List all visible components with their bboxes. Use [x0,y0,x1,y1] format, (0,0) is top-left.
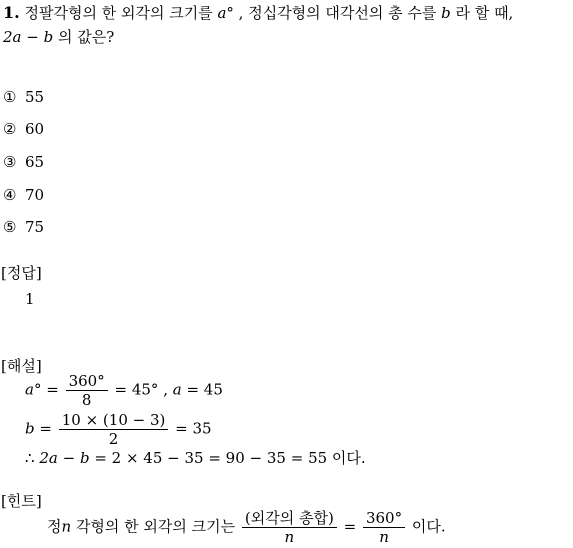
choice-value: 65 [25,153,45,171]
choice-3[interactable] [3,153,44,171]
exp2-rhs: = 35 [175,419,212,438]
therefore-symbol: ∴ [25,449,35,467]
exp3-rest: = 2 × 45 − 35 = 90 − 35 = 55 이다. [89,449,366,467]
hint-line [47,509,446,546]
hint-prefix: 정 [47,517,62,536]
hint-frac1-num: (외각의 총합) [242,509,337,528]
exp2-var-b: b [25,419,35,438]
choice-5[interactable] [3,218,44,236]
question-number: 1. [3,3,20,22]
exp1-deg-eq: ° = [33,380,59,399]
answer-label: [정답] [1,264,42,282]
hint-eq: = [338,517,361,536]
choice-value: 60 [25,120,45,138]
exp3-minus: − [57,449,80,467]
choice-value: 70 [25,186,45,204]
choice-marker: ① [3,88,17,106]
exp1-var-a: a [25,380,34,399]
var-a: a [217,4,227,22]
expr-2a: 2a [3,28,22,46]
hint-frac2-num: 360° [363,509,405,528]
choice-value: 55 [25,88,45,106]
choice-2[interactable] [3,120,44,138]
hint-label: [힌트] [1,492,42,510]
question-text-part3: 라 할 때, [450,4,514,22]
minus-sign: − [21,28,44,46]
explanation-line-2 [25,411,212,448]
explanation-line-1 [25,372,223,409]
choice-marker: ④ [3,186,17,204]
var-b: b [441,4,451,22]
exp3-expr-b: b [79,449,90,467]
hint-fraction-1 [242,509,337,546]
question-text-part2: , 정십각형의 대각선의 총 수를 [233,4,442,22]
choice-marker: ② [3,120,17,138]
explanation-line-3 [25,447,366,468]
exp2-fraction [59,411,169,448]
answer-value: 1 [25,290,35,308]
question-line-2 [3,26,114,47]
exp1-rhs-var: a [172,380,182,399]
exp1-fraction [66,372,108,409]
choice-value: 75 [25,218,45,236]
choice-marker: ⑤ [3,218,17,236]
explanation-label: [해설] [1,357,42,375]
question-text-end: 의 값은? [53,28,115,46]
hint-fraction-2 [363,509,405,546]
hint-var-n: n [61,517,72,536]
hint-frac1-den: n [284,528,295,546]
exp1-frac-num: 360° [66,372,108,391]
exp2-frac-num: 10 × (10 − 3) [59,411,169,430]
choice-1[interactable] [3,88,44,106]
exp2-eq: = [34,419,52,438]
expr-b: b [43,28,54,46]
hint-frac2-den: n [379,528,389,546]
exp3-expr-2a: 2a [39,449,58,467]
question-text-part1: 정팔각형의 한 외각의 크기를 [24,4,218,22]
choice-marker: ③ [3,153,17,171]
hint-text: 각형의 한 외각의 크기는 [71,517,240,536]
degree-symbol: ° [226,4,234,22]
exp1-rhs: = 45° , [114,380,173,399]
exp1-frac-den: 8 [81,391,92,409]
hint-suffix: 이다. [407,517,446,536]
choice-4[interactable] [3,186,44,204]
exp1-rhs-val: = 45 [181,380,223,399]
exp2-frac-den: 2 [108,430,119,448]
question-line-1 [3,2,513,23]
